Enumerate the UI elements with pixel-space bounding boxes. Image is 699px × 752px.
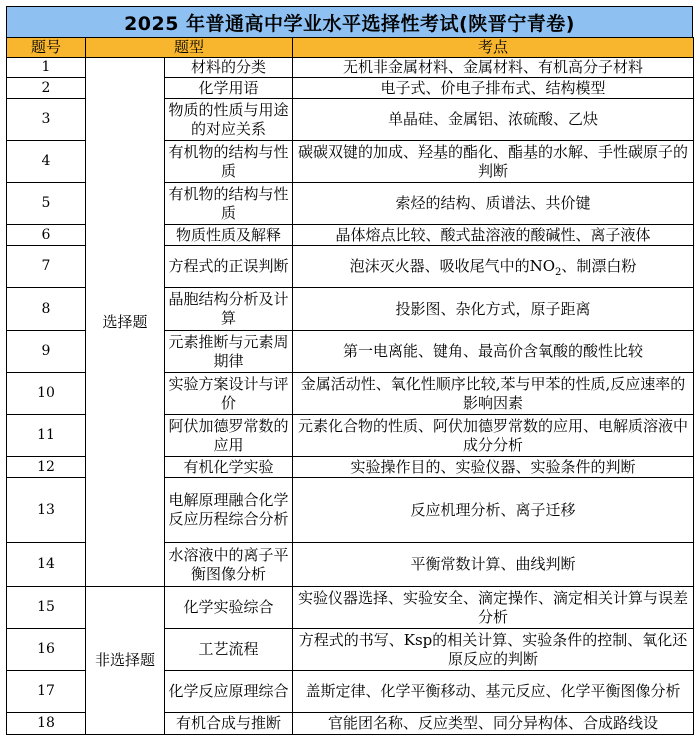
row-num: 6 bbox=[7, 225, 86, 246]
row-type: 晶胞结构分析及计算 bbox=[165, 288, 293, 331]
row-type: 方程式的正误判断 bbox=[165, 246, 293, 288]
row-points bbox=[293, 246, 694, 288]
category-choice: 选择题 bbox=[86, 58, 165, 587]
row-points: 元素化合物的性质、阿伏加德罗常数的应用、电解质溶液中成分分析 bbox=[293, 415, 694, 457]
points-text: 、制漂白粉 bbox=[561, 257, 637, 275]
header-type: 题型 bbox=[86, 38, 293, 58]
row-type: 有机物的结构与性质 bbox=[165, 183, 293, 225]
row-num: 1 bbox=[7, 58, 86, 78]
row-points: 索烃的结构、质谱法、共价键 bbox=[293, 183, 694, 225]
row-type: 阿伏加德罗常数的应用 bbox=[165, 415, 293, 457]
row-num: 11 bbox=[7, 415, 86, 457]
table-row bbox=[7, 58, 694, 78]
row-num: 18 bbox=[7, 713, 86, 735]
row-num: 15 bbox=[7, 587, 86, 629]
row-num: 10 bbox=[7, 373, 86, 415]
row-type: 材料的分类 bbox=[165, 58, 293, 78]
points-text: 泡沫灭火器、吸收尾气中的NO bbox=[349, 257, 556, 275]
row-type: 元素推断与元素周期律 bbox=[165, 331, 293, 373]
row-num: 2 bbox=[7, 78, 86, 99]
category-nonchoice: 非选择题 bbox=[86, 587, 165, 735]
row-num: 14 bbox=[7, 543, 86, 587]
row-points: 晶体熔点比较、酸式盐溶液的酸碱性、离子液体 bbox=[293, 225, 694, 246]
row-type: 电解原理融合化学反应历程综合分析 bbox=[165, 478, 293, 543]
row-points: 平衡常数计算、曲线判断 bbox=[293, 543, 694, 587]
row-num: 3 bbox=[7, 99, 86, 141]
row-points: 金属活动性、氧化性顺序比较,苯与甲苯的性质,反应速率的影响因素 bbox=[293, 373, 694, 415]
row-type: 化学用语 bbox=[165, 78, 293, 99]
page-title: 2025 年普通高中学业水平选择性考试(陕晋宁青卷) bbox=[6, 6, 693, 38]
row-points: 碳碳双键的加成、羟基的酯化、酯基的水解、手性碳原子的判断 bbox=[293, 141, 694, 183]
row-num: 16 bbox=[7, 629, 86, 671]
row-num: 12 bbox=[7, 457, 86, 478]
row-num: 17 bbox=[7, 671, 86, 713]
row-type: 有机化学实验 bbox=[165, 457, 293, 478]
row-type: 物质性质及解释 bbox=[165, 225, 293, 246]
row-points: 官能团名称、反应类型、同分异构体、合成路线设 bbox=[293, 713, 694, 735]
row-num: 8 bbox=[7, 288, 86, 331]
row-points: 盖斯定律、化学平衡移动、基元反应、化学平衡图像分析 bbox=[293, 671, 694, 713]
row-type: 工艺流程 bbox=[165, 629, 293, 671]
row-num: 7 bbox=[7, 246, 86, 288]
row-type: 水溶液中的离子平衡图像分析 bbox=[165, 543, 293, 587]
row-type: 实验方案设计与评价 bbox=[165, 373, 293, 415]
row-points: 投影图、杂化方式，原子距离 bbox=[293, 288, 694, 331]
row-type: 化学实验综合 bbox=[165, 587, 293, 629]
row-type: 物质的性质与用途的对应关系 bbox=[165, 99, 293, 141]
row-type: 有机合成与推断 bbox=[165, 713, 293, 735]
subscript: 2 bbox=[555, 267, 562, 278]
row-num: 5 bbox=[7, 183, 86, 225]
row-points: 第一电离能、键角、最高价含氧酸的酸性比较 bbox=[293, 331, 694, 373]
row-type: 有机物的结构与性质 bbox=[165, 141, 293, 183]
row-points: 单晶硅、金属铝、浓硫酸、乙炔 bbox=[293, 99, 694, 141]
row-points: 反应机理分析、离子迁移 bbox=[293, 478, 694, 543]
row-type: 化学反应原理综合 bbox=[165, 671, 293, 713]
row-points: 电子式、价电子排布式、结构模型 bbox=[293, 78, 694, 99]
header-num: 题号 bbox=[7, 38, 86, 58]
header-points: 考点 bbox=[293, 38, 694, 58]
row-points: 无机非金属材料、金属材料、有机高分子材料 bbox=[293, 58, 694, 78]
table-row bbox=[7, 587, 694, 629]
exam-points-table bbox=[6, 37, 694, 735]
table-header-row bbox=[7, 38, 694, 58]
row-points: 实验仪器选择、实验安全、滴定操作、滴定相关计算与误差分析 bbox=[293, 587, 694, 629]
row-num: 4 bbox=[7, 141, 86, 183]
row-num: 13 bbox=[7, 478, 86, 543]
row-num: 9 bbox=[7, 331, 86, 373]
row-points: 实验操作目的、实验仪器、实验条件的判断 bbox=[293, 457, 694, 478]
row-points: 方程式的书写、Ksp的相关计算、实验条件的控制、氧化还原反应的判断 bbox=[293, 629, 694, 671]
